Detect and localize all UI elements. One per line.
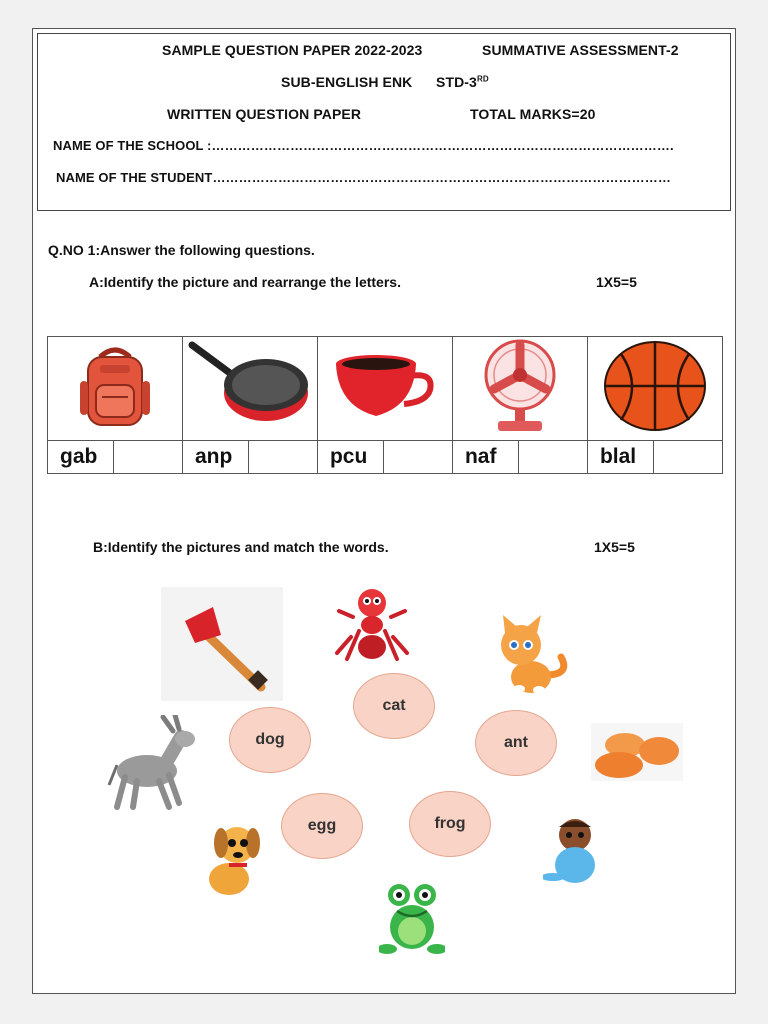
ant-icon [329, 581, 415, 663]
picture-cell [182, 337, 317, 441]
header-box [37, 33, 731, 211]
bag-icon [70, 341, 160, 431]
question-paper [32, 28, 736, 994]
total-marks: TOTAL MARKS=20 [470, 106, 596, 122]
word-bubble-cat: cat [353, 673, 435, 739]
paper-title: SAMPLE QUESTION PAPER 2022-2023 [162, 42, 423, 58]
answer-box [519, 441, 588, 474]
axe-icon [161, 587, 283, 701]
jumbled-word: pcu [317, 441, 383, 474]
part-b-marks: 1X5=5 [594, 539, 635, 555]
paper-type: WRITTEN QUESTION PAPER [167, 106, 362, 122]
pan-icon [188, 339, 312, 433]
jumbled-word: anp [182, 441, 248, 474]
frog-icon [379, 881, 445, 957]
student-name-line: NAME OF THE STUDENT…………………………………………………………………………………………… [56, 170, 671, 185]
donkey-icon [107, 715, 197, 811]
answer-box [249, 441, 318, 474]
word-bubble-frog: frog [409, 791, 491, 857]
picture-cell [48, 337, 183, 441]
answer-box [654, 441, 723, 474]
cat-icon [489, 613, 573, 699]
baby-icon [543, 817, 603, 885]
answer-box [384, 441, 453, 474]
cup-icon [330, 346, 440, 426]
jumbled-word: gab [48, 441, 114, 474]
jumbled-word: naf [452, 441, 518, 474]
picture-cell [452, 337, 587, 441]
question-1-title: Q.NO 1:Answer the following questions. [48, 242, 315, 258]
picture-cell [317, 337, 452, 441]
word-bubble-dog: dog [229, 707, 311, 773]
picture-cell [587, 337, 722, 441]
ball-icon [603, 340, 707, 432]
word-bubble-egg: egg [281, 793, 363, 859]
eggs-icon [591, 723, 683, 781]
rearrange-table [47, 336, 723, 474]
dog-icon [199, 817, 265, 901]
word-bubble-ant: ant [475, 710, 557, 776]
part-b-instruction: B:Identify the pictures and match the words. [93, 539, 389, 555]
jumbled-word: blal [587, 441, 653, 474]
part-a-instruction: A:Identify the picture and rearrange the letters. [89, 274, 401, 290]
standard-label: STD-3RD [436, 74, 489, 90]
subject-label: SUB-ENGLISH ENK [281, 74, 413, 90]
answer-box [114, 441, 183, 474]
assessment-title: SUMMATIVE ASSESSMENT-2 [482, 42, 679, 58]
school-name-line: NAME OF THE SCHOOL :……………………………………………………………………………………………. [53, 138, 674, 153]
part-a-marks: 1X5=5 [596, 274, 637, 290]
fan-icon [474, 337, 566, 435]
